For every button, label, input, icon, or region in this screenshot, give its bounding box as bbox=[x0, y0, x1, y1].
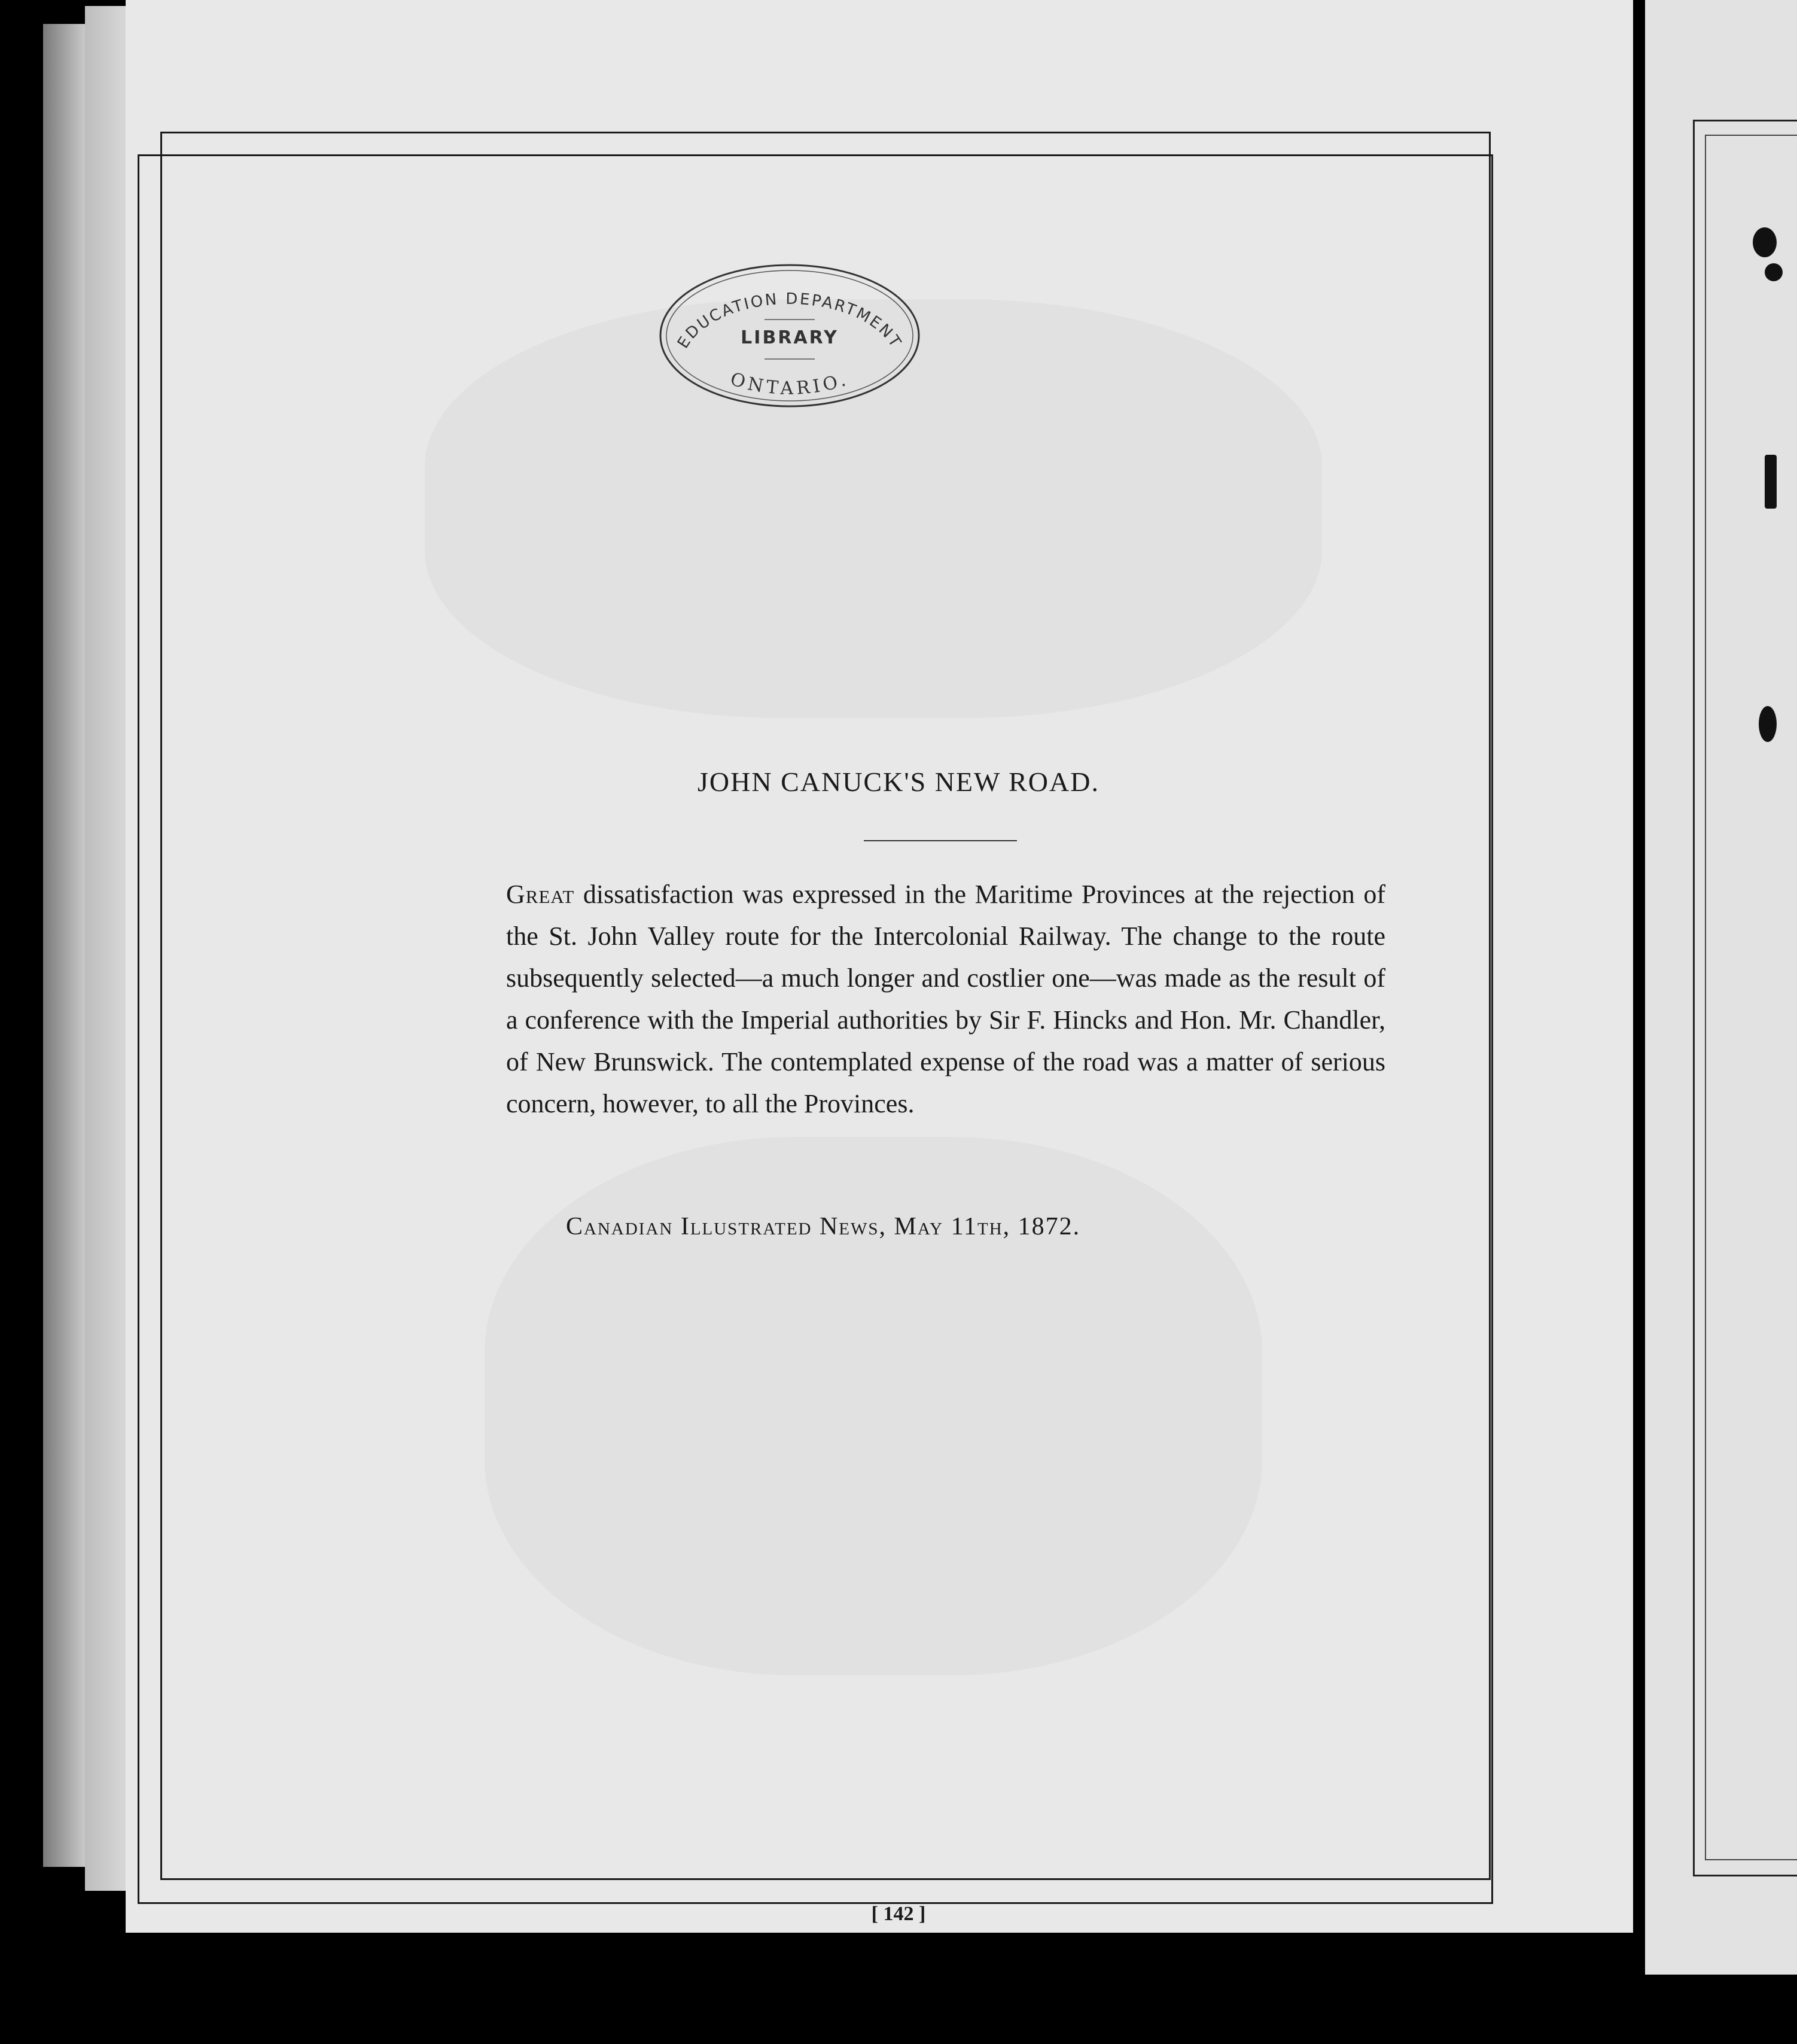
page-edge-strip bbox=[43, 24, 85, 1867]
ink-speck bbox=[1765, 455, 1777, 509]
facing-page bbox=[1645, 0, 1797, 1975]
ink-speck bbox=[1759, 706, 1777, 742]
svg-text:EDUCATION DEPARTMENT: EDUCATION DEPARTMENT bbox=[674, 290, 905, 352]
ink-speck bbox=[1765, 263, 1783, 281]
library-stamp-seal bbox=[657, 261, 922, 410]
svg-text:LIBRARY: LIBRARY bbox=[741, 327, 839, 348]
svg-text:ONTARIO.: ONTARIO. bbox=[727, 368, 852, 399]
source-citation: Canadian Illustrated News, May 11th, 1872. bbox=[566, 1213, 1081, 1240]
lead-word: Great bbox=[506, 880, 575, 909]
title-divider bbox=[864, 840, 1017, 841]
library-stamp bbox=[657, 261, 922, 410]
page-number: [ 142 ] bbox=[871, 1903, 926, 1925]
article-body bbox=[506, 874, 1385, 1125]
facing-page-frame-inner bbox=[1705, 135, 1797, 1860]
ink-speck bbox=[1753, 227, 1777, 257]
article-title: JOHN CANUCK'S NEW ROAD. bbox=[698, 766, 1099, 797]
article-body-text: dissatisfaction was expressed in the Maritime Provinces at the rejection of the St. John Valley route for the Intercolonial Railway. The change to the route subsequently selected—a much longer and costlier one—was made as the result of a conference with the Imperial authorities by Sir F. Hincks and Hon. Mr. Chandler, of New Brunswick. The contemplated expense of the road was a matter of serious concern, however, to all the Provinces. bbox=[506, 880, 1385, 1118]
